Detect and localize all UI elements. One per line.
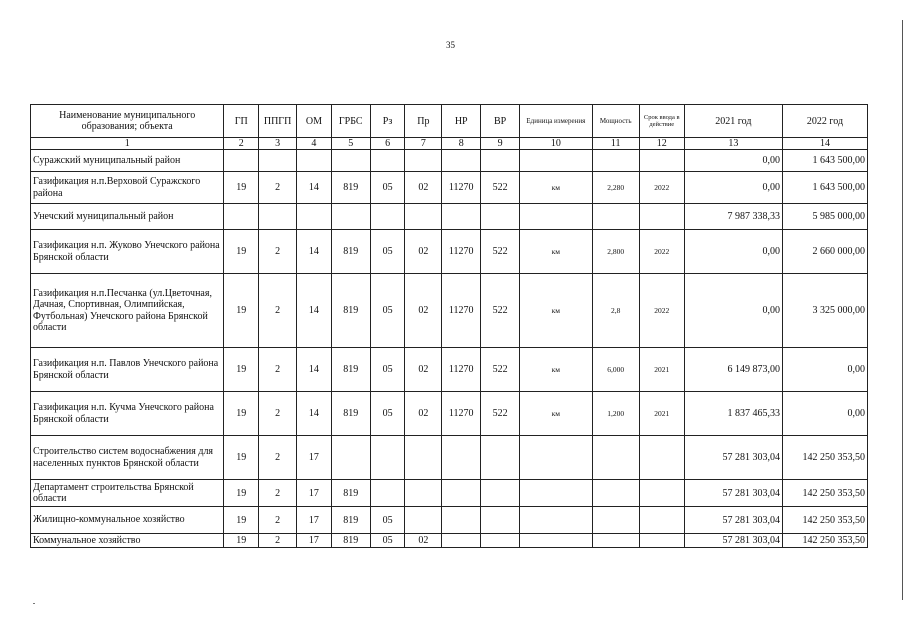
cell-pr (405, 436, 442, 480)
cell-pr: 02 (405, 392, 442, 436)
header-row (31, 105, 868, 138)
cell-grbs: 819 (331, 534, 370, 548)
cell-pr: 02 (405, 534, 442, 548)
cell-y2021: 57 281 303,04 (684, 480, 782, 507)
cell-name: Газификация н.п. Павлов Унечского района Брянской области (31, 348, 224, 392)
header-name: Наименование муниципального образования; объекта (31, 105, 224, 138)
column-index: 3 (259, 138, 297, 150)
cell-term: 2021 (639, 348, 684, 392)
cell-ppgp: 2 (259, 348, 297, 392)
cell-rz: 05 (370, 392, 405, 436)
cell-nr: 11270 (442, 274, 481, 348)
cell-unit: км (520, 274, 593, 348)
cell-ppgp: 2 (259, 507, 297, 534)
cell-y2021: 0,00 (684, 274, 782, 348)
column-index: 4 (297, 138, 332, 150)
cell-term (639, 480, 684, 507)
cell-pr: 02 (405, 230, 442, 274)
cell-grbs (331, 436, 370, 480)
cell-y2021: 57 281 303,04 (684, 507, 782, 534)
scan-edge-line (902, 20, 903, 600)
header-om: ОМ (297, 105, 332, 138)
cell-y2022: 2 660 000,00 (782, 230, 867, 274)
cell-vr: 522 (481, 348, 520, 392)
column-index: 9 (481, 138, 520, 150)
cell-y2021: 0,00 (684, 230, 782, 274)
cell-y2021: 6 149 873,00 (684, 348, 782, 392)
cell-om: 17 (297, 480, 332, 507)
cell-gp: 19 (224, 348, 259, 392)
cell-om: 17 (297, 534, 332, 548)
cell-rz (370, 204, 405, 230)
column-index: 2 (224, 138, 259, 150)
cell-vr (481, 150, 520, 172)
column-index: 6 (370, 138, 405, 150)
table-row (31, 150, 868, 172)
cell-ppgp: 2 (259, 274, 297, 348)
cell-vr: 522 (481, 392, 520, 436)
cell-nr (442, 507, 481, 534)
cell-gp (224, 150, 259, 172)
header-term: Срок ввода в действие (639, 105, 684, 138)
cell-rz (370, 150, 405, 172)
header-nr: НР (442, 105, 481, 138)
cell-pr (405, 150, 442, 172)
cell-grbs: 819 (331, 230, 370, 274)
table-row (31, 172, 868, 204)
cell-gp: 19 (224, 507, 259, 534)
cell-pr: 02 (405, 348, 442, 392)
cell-power (592, 534, 639, 548)
cell-om: 14 (297, 230, 332, 274)
cell-rz: 05 (370, 507, 405, 534)
cell-nr (442, 204, 481, 230)
cell-ppgp: 2 (259, 436, 297, 480)
cell-gp: 19 (224, 436, 259, 480)
cell-unit: км (520, 392, 593, 436)
cell-vr: 522 (481, 274, 520, 348)
cell-power: 1,200 (592, 392, 639, 436)
cell-power (592, 204, 639, 230)
cell-om: 14 (297, 274, 332, 348)
cell-ppgp: 2 (259, 534, 297, 548)
cell-power (592, 150, 639, 172)
cell-y2022: 142 250 353,50 (782, 534, 867, 548)
cell-ppgp (259, 204, 297, 230)
cell-y2022: 1 643 500,00 (782, 172, 867, 204)
header-gp: ГП (224, 105, 259, 138)
cell-nr: 11270 (442, 172, 481, 204)
budget-table (30, 104, 868, 548)
cell-power: 2,280 (592, 172, 639, 204)
cell-unit (520, 534, 593, 548)
cell-ppgp: 2 (259, 392, 297, 436)
table-row (31, 348, 868, 392)
cell-name: Суражский муниципальный район (31, 150, 224, 172)
cell-vr (481, 534, 520, 548)
cell-ppgp (259, 150, 297, 172)
cell-pr (405, 480, 442, 507)
cell-pr: 02 (405, 172, 442, 204)
cell-name: Департамент строительства Брянской области (31, 480, 224, 507)
cell-unit: км (520, 230, 593, 274)
cell-y2021: 1 837 465,33 (684, 392, 782, 436)
cell-y2022: 5 985 000,00 (782, 204, 867, 230)
cell-power (592, 436, 639, 480)
header-grbs: ГРБС (331, 105, 370, 138)
cell-rz: 05 (370, 348, 405, 392)
cell-y2021: 57 281 303,04 (684, 436, 782, 480)
cell-nr (442, 436, 481, 480)
cell-gp: 19 (224, 274, 259, 348)
cell-term: 2021 (639, 392, 684, 436)
column-index: 13 (684, 138, 782, 150)
cell-vr (481, 436, 520, 480)
cell-nr: 11270 (442, 392, 481, 436)
cell-term (639, 534, 684, 548)
table-row (31, 204, 868, 230)
cell-om: 14 (297, 392, 332, 436)
header-rz: Рз (370, 105, 405, 138)
cell-gp: 19 (224, 172, 259, 204)
cell-power (592, 507, 639, 534)
cell-y2022: 0,00 (782, 348, 867, 392)
cell-vr: 522 (481, 172, 520, 204)
table-row (31, 534, 868, 548)
table-row (31, 274, 868, 348)
cell-gp: 19 (224, 480, 259, 507)
cell-gp: 19 (224, 534, 259, 548)
cell-ppgp: 2 (259, 230, 297, 274)
header-ppgp: ППГП (259, 105, 297, 138)
column-index: 12 (639, 138, 684, 150)
table-body (31, 150, 868, 548)
cell-ppgp: 2 (259, 480, 297, 507)
cell-gp (224, 204, 259, 230)
cell-nr: 11270 (442, 348, 481, 392)
cell-grbs (331, 204, 370, 230)
cell-name: Газификация н.п.Верховой Суражского района (31, 172, 224, 204)
header-vr: ВР (481, 105, 520, 138)
cell-grbs: 819 (331, 392, 370, 436)
cell-name: Газификация н.п. Жуково Унечского района Брянской области (31, 230, 224, 274)
table-row (31, 480, 868, 507)
cell-power: 2,8 (592, 274, 639, 348)
header-2021: 2021 год (684, 105, 782, 138)
page-number: 35 (446, 40, 455, 50)
table-row (31, 436, 868, 480)
cell-term (639, 436, 684, 480)
table-row (31, 507, 868, 534)
cell-vr (481, 204, 520, 230)
cell-y2022: 142 250 353,50 (782, 480, 867, 507)
cell-grbs: 819 (331, 480, 370, 507)
cell-y2022: 142 250 353,50 (782, 507, 867, 534)
cell-unit (520, 204, 593, 230)
cell-om (297, 150, 332, 172)
table-row (31, 230, 868, 274)
cell-nr (442, 534, 481, 548)
cell-grbs: 819 (331, 348, 370, 392)
cell-grbs: 819 (331, 507, 370, 534)
header-power: Мощность (592, 105, 639, 138)
cell-term: 2022 (639, 172, 684, 204)
cell-term (639, 150, 684, 172)
column-index: 10 (520, 138, 593, 150)
cell-nr (442, 480, 481, 507)
cell-y2022: 142 250 353,50 (782, 436, 867, 480)
cell-pr (405, 507, 442, 534)
header-unit: Единица измерения (520, 105, 593, 138)
cell-power: 2,800 (592, 230, 639, 274)
cell-term (639, 507, 684, 534)
cell-rz: 05 (370, 274, 405, 348)
cell-y2022: 1 643 500,00 (782, 150, 867, 172)
cell-y2021: 0,00 (684, 150, 782, 172)
cell-power: 6,000 (592, 348, 639, 392)
cell-y2021: 57 281 303,04 (684, 534, 782, 548)
cell-y2022: 3 325 000,00 (782, 274, 867, 348)
cell-vr: 522 (481, 230, 520, 274)
cell-unit: км (520, 172, 593, 204)
column-index-row (31, 138, 868, 150)
cell-y2021: 7 987 338,33 (684, 204, 782, 230)
cell-om (297, 204, 332, 230)
header-2022: 2022 год (782, 105, 867, 138)
cell-grbs: 819 (331, 274, 370, 348)
scan-speck (33, 603, 35, 604)
cell-grbs: 819 (331, 172, 370, 204)
cell-ppgp: 2 (259, 172, 297, 204)
cell-nr: 11270 (442, 230, 481, 274)
cell-unit (520, 150, 593, 172)
cell-rz (370, 436, 405, 480)
cell-rz (370, 480, 405, 507)
column-index: 1 (31, 138, 224, 150)
cell-name: Жилищно-коммунальное хозяйство (31, 507, 224, 534)
cell-pr: 02 (405, 274, 442, 348)
cell-term (639, 204, 684, 230)
cell-gp: 19 (224, 392, 259, 436)
cell-unit (520, 436, 593, 480)
cell-name: Газификация н.п. Кучма Унечского района Брянской области (31, 392, 224, 436)
column-index: 7 (405, 138, 442, 150)
cell-rz: 05 (370, 534, 405, 548)
table-row (31, 392, 868, 436)
cell-om: 17 (297, 436, 332, 480)
cell-gp: 19 (224, 230, 259, 274)
cell-grbs (331, 150, 370, 172)
cell-unit (520, 480, 593, 507)
cell-term: 2022 (639, 230, 684, 274)
cell-vr (481, 507, 520, 534)
cell-om: 14 (297, 172, 332, 204)
header-pr: Пр (405, 105, 442, 138)
column-index: 14 (782, 138, 867, 150)
cell-name: Строительство систем водоснабжения для населенных пунктов Брянской области (31, 436, 224, 480)
cell-name: Унечский муниципальный район (31, 204, 224, 230)
cell-name: Газификация н.п.Песчанка (ул.Цветочная, Дачная, Спортивная, Олимпийская, Футбольная) Унечского района Брянской области (31, 274, 224, 348)
cell-name: Коммунальное хозяйство (31, 534, 224, 548)
column-index: 8 (442, 138, 481, 150)
cell-rz: 05 (370, 172, 405, 204)
cell-unit: км (520, 348, 593, 392)
column-index: 11 (592, 138, 639, 150)
cell-rz: 05 (370, 230, 405, 274)
cell-om: 17 (297, 507, 332, 534)
cell-y2021: 0,00 (684, 172, 782, 204)
cell-power (592, 480, 639, 507)
cell-pr (405, 204, 442, 230)
cell-vr (481, 480, 520, 507)
cell-nr (442, 150, 481, 172)
cell-term: 2022 (639, 274, 684, 348)
column-index: 5 (331, 138, 370, 150)
cell-om: 14 (297, 348, 332, 392)
cell-y2022: 0,00 (782, 392, 867, 436)
cell-unit (520, 507, 593, 534)
